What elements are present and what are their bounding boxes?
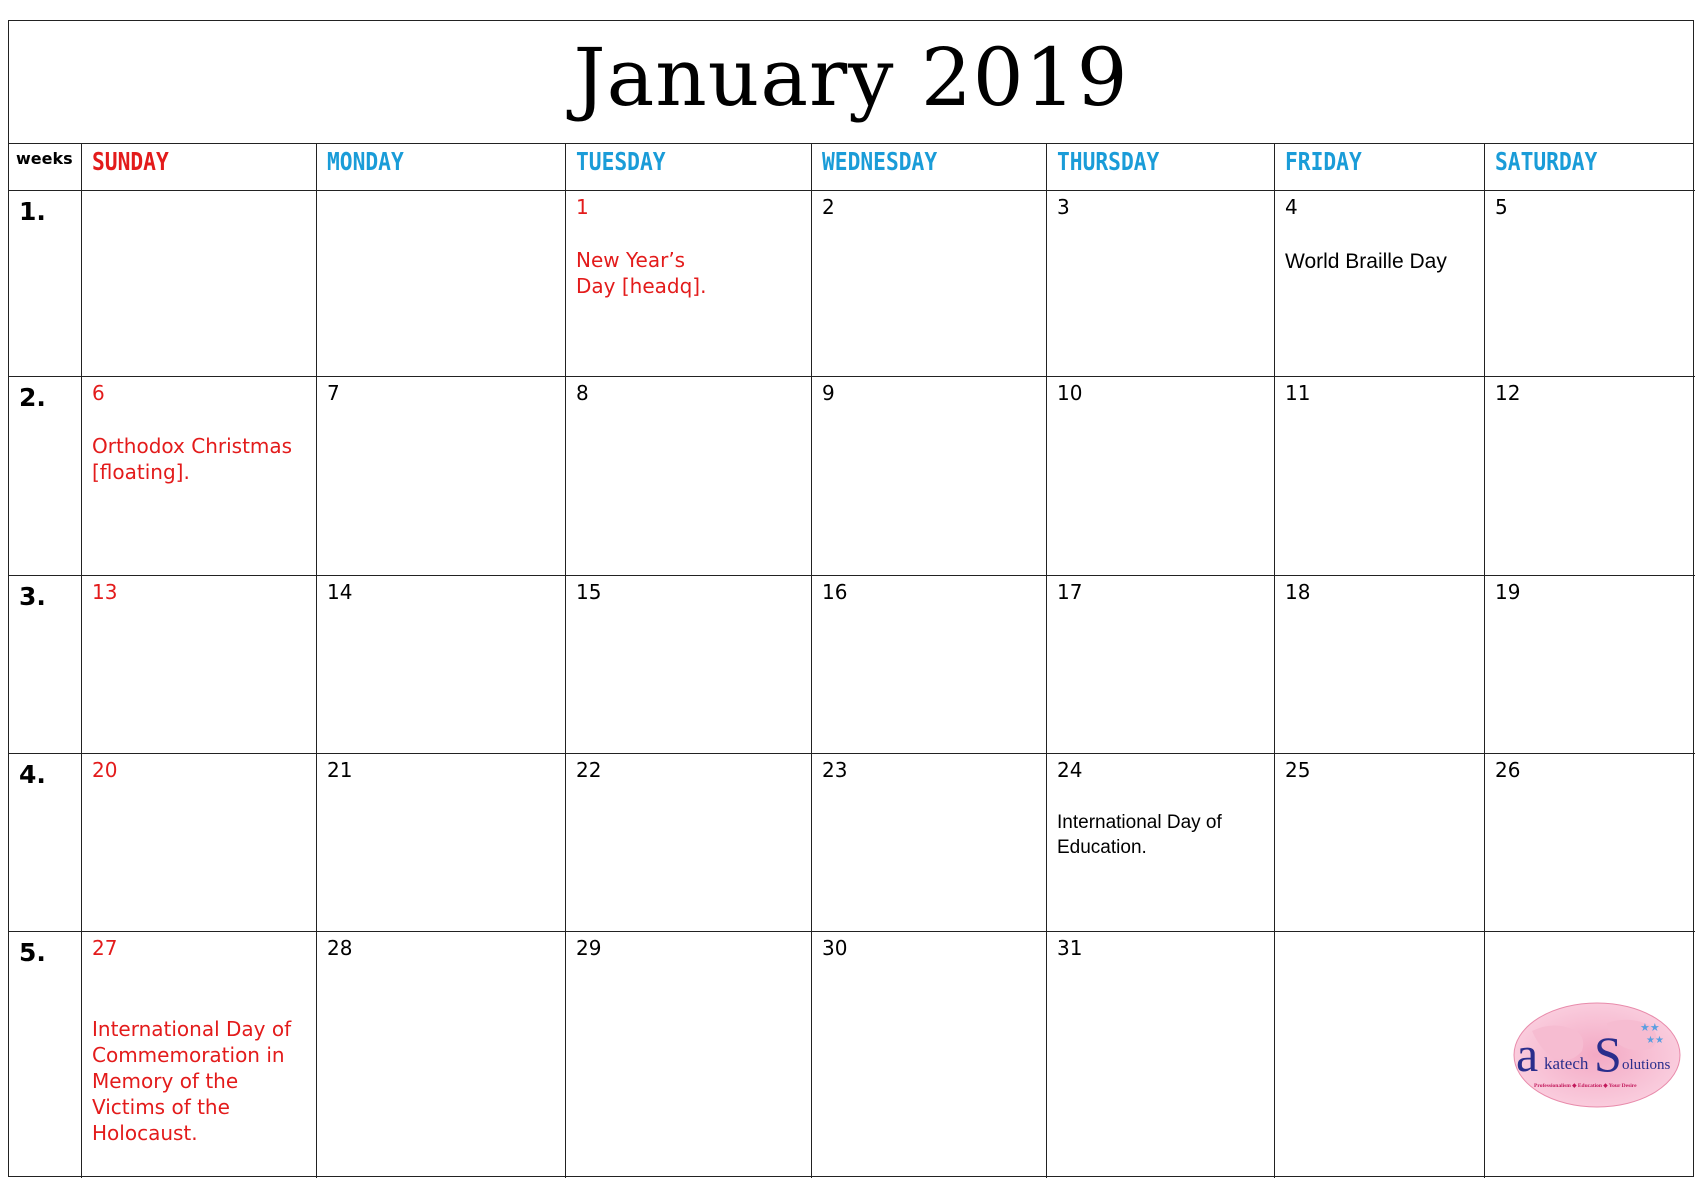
day-cell[interactable] [1047,191,1275,377]
day-cell[interactable] [812,576,1047,754]
week-number: 1. [19,197,46,226]
day-cell[interactable] [1275,377,1485,576]
header-thursday [1047,144,1275,191]
day-cell[interactable] [317,754,566,932]
logo-initial-s: S [1594,1026,1622,1082]
header-sunday [82,144,317,191]
day-cell[interactable] [566,932,812,1178]
day-number: 5 [1495,195,1508,219]
day-number: 27 [92,936,118,960]
day-cell[interactable] [82,191,317,377]
logo-katech-text: katech [1544,1054,1589,1073]
day-number: 30 [822,936,848,960]
day-number: 19 [1495,580,1521,604]
day-cell[interactable] [812,754,1047,932]
event-line: Holocaust. [92,1121,198,1145]
day-number: 14 [327,580,353,604]
day-cell[interactable] [1047,932,1275,1178]
title-row [9,21,1693,144]
weeks-header [9,144,82,191]
event-line: Victims of the [92,1095,230,1119]
day-cell[interactable] [566,377,812,576]
day-number: 17 [1057,580,1083,604]
day-cell[interactable] [82,377,317,576]
day-number: 2 [822,195,835,219]
event-international-day-of-education [1057,810,1222,860]
header-wednesday-label: WEDNESDAY [822,147,938,176]
day-number: 22 [576,758,602,782]
day-number: 18 [1285,580,1311,604]
calendar-grid [9,144,1693,1176]
day-number: 28 [327,936,353,960]
logo-olutions-text: olutions [1622,1057,1671,1073]
event-line: Day [headq]. [576,274,707,298]
header-saturday [1485,144,1695,191]
event-line: Commemoration in [92,1043,285,1067]
day-cell[interactable] [317,576,566,754]
day-cell[interactable] [1275,754,1485,932]
day-number: 20 [92,758,118,782]
week-number-cell [9,576,82,754]
event-line: International Day of [92,1017,292,1041]
day-cell[interactable] [812,932,1047,1178]
day-cell[interactable] [1485,191,1695,377]
day-cell[interactable] [317,191,566,377]
day-number: 7 [327,381,340,405]
day-number: 29 [576,936,602,960]
day-number: 13 [92,580,118,604]
day-number: 31 [1057,936,1083,960]
week-number-cell [9,932,82,1178]
day-number: 26 [1495,758,1521,782]
event-new-years-day [576,247,706,299]
day-cell[interactable] [317,377,566,576]
day-number: 3 [1057,195,1070,219]
week-number: 3. [19,582,46,611]
week-number: 2. [19,383,46,412]
header-thursday-label: THURSDAY [1057,147,1160,176]
day-cell[interactable] [1275,576,1485,754]
day-number: 23 [822,758,848,782]
day-cell[interactable] [1485,576,1695,754]
header-wednesday [812,144,1047,191]
week-number-cell [9,191,82,377]
day-number: 16 [822,580,848,604]
day-cell[interactable] [566,191,812,377]
day-cell[interactable] [82,576,317,754]
week-number: 5. [19,938,46,967]
akatech-solutions-logo [1512,1001,1682,1109]
day-number: 4 [1285,195,1298,219]
event-orthodox-christmas [92,433,292,485]
header-saturday-label: SATURDAY [1495,147,1598,176]
week-number-cell [9,377,82,576]
event-line: Memory of the [92,1069,239,1093]
header-monday [317,144,566,191]
event-world-braille-day: World Braille Day [1285,250,1447,273]
day-number: 6 [92,381,105,405]
day-cell[interactable] [1047,576,1275,754]
week-number-cell [9,754,82,932]
day-number: 11 [1285,381,1311,405]
day-cell[interactable] [566,576,812,754]
day-cell[interactable] [1485,932,1695,1178]
day-cell[interactable] [82,754,317,932]
logo-tagline: Professionalism ◆ Education ◆ Your Desire [1534,1083,1637,1089]
svg-text:★★: ★★ [1646,1035,1664,1046]
day-cell[interactable] [1047,377,1275,576]
day-cell[interactable] [1485,377,1695,576]
week-number: 4. [19,760,46,789]
event-line: International Day of [1057,812,1222,833]
day-number: 25 [1285,758,1311,782]
day-cell[interactable] [1047,754,1275,932]
day-cell[interactable] [812,377,1047,576]
calendar-title: January 2019 [573,31,1129,124]
event-line: Orthodox Christmas [92,434,293,458]
day-cell[interactable] [1485,754,1695,932]
header-tuesday [566,144,812,191]
header-tuesday-label: TUESDAY [576,147,666,176]
event-line: Education. [1057,837,1147,858]
day-number: 10 [1057,381,1083,405]
day-number: 12 [1495,381,1521,405]
header-monday-label: MONDAY [327,147,404,176]
event-line: New Year’s [576,248,686,272]
day-number: 24 [1057,758,1083,782]
header-friday-label: FRIDAY [1285,147,1362,176]
logo-initial-a: a [1516,1026,1539,1082]
day-number: 21 [327,758,353,782]
day-cell[interactable] [82,932,317,1178]
day-cell[interactable] [317,932,566,1178]
calendar-frame [8,20,1694,1177]
header-sunday-label: SUNDAY [92,147,169,176]
day-number: 9 [822,381,835,405]
day-number: 1 [576,195,589,219]
day-cell[interactable] [1275,932,1485,1178]
header-friday [1275,144,1485,191]
event-holocaust-remembrance [92,1016,291,1146]
day-cell[interactable] [1275,191,1485,377]
svg-text:★★: ★★ [1640,1021,1660,1034]
day-number: 8 [576,381,589,405]
day-cell[interactable] [812,191,1047,377]
weeks-label: weeks [16,149,73,168]
event-line: [floating]. [92,460,190,484]
day-cell[interactable] [566,754,812,932]
day-number: 15 [576,580,602,604]
